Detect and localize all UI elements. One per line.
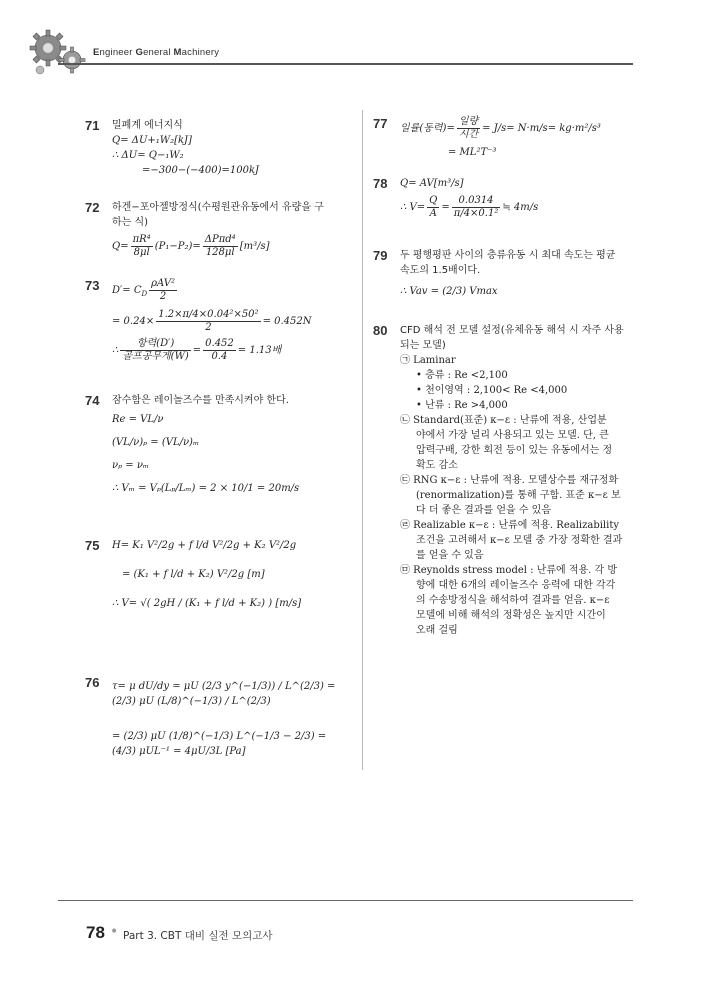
list-item-cont: (renormalization)를 통해 구함. 표준 κ−ε 보 [416, 490, 621, 501]
header-brand: Engineer General Machinery [93, 47, 220, 58]
list-item-cont: 향에 대한 6개의 레이놀즈수 응력에 대한 각각 [416, 580, 616, 591]
list-item: ㉡ Standard(표준) κ−ε : 난류에 적용, 산업분 [400, 415, 607, 426]
page-number: 78 [86, 923, 105, 942]
equation-line: Q= ΔU+₁W₂[kJ] [112, 135, 192, 146]
equation-line: =−300−(−400)=100kJ [142, 165, 260, 176]
equation-line: νₚ = νₘ [112, 460, 150, 471]
equation-line: = (2/3) μU (1/8)^(−1/3) L^(−1/3 − 2/3) = (4/3) μUL⁻¹ = 4μU/3L [Pa] [112, 731, 327, 757]
equation-line: ∴ V= $\frac{Q}{A}$ = $\frac{0.0314}{\text{π/4×0.1²}}$ ≒ 4m/s [400, 195, 539, 219]
list-item: ㉣ Realizable κ−ε : 난류에 적용. Realizability [400, 520, 619, 531]
list-item: ㉢ RNG κ−ε : 난류에 적용. 모델상수를 재규정화 [400, 475, 619, 486]
equation-line: τ= μ dU/dy = μU (2/3 y^(−1/3)) / L^(2/3) = (2/3) μU (L/8)^(−1/3) / L^(2/3) [112, 681, 336, 707]
question-title-cont: 되는 모델) [400, 340, 446, 351]
header-rule [58, 63, 633, 65]
equation-line: Q= $\frac{\text{πR⁴}}{8\mu l}$ (P₁−P₂)= $\frac{\text{ΔPπd⁴}}{128\mu l}$ [m³/s] [112, 234, 270, 258]
equation-line: = ML²T⁻³ [448, 147, 497, 158]
equation-line: Q= AV[m³/s] [400, 178, 464, 189]
footer-bullet: • [110, 924, 119, 940]
question-title-cont: 하는 식) [112, 217, 149, 228]
question-number: 71 [85, 118, 100, 133]
equation-line: (VL/ν)ₚ = (VL/ν)ₘ [112, 437, 200, 448]
equation-line: = (K₁ + f l/d + K₂) V²/2g [m] [122, 569, 265, 580]
equation-line: 일률(동력)= $\frac{\text{일량}}{\text{시간}}$ = J/s= N·m/s= kg·m²/s³ [400, 116, 601, 140]
question-text: 속도의 1.5배이다. [400, 265, 481, 276]
question-title: 밀폐계 에너지식 [112, 120, 183, 131]
equation-line: Re = VL/ν [112, 414, 164, 425]
question-number: 76 [85, 675, 100, 690]
equation-line: ∴ Vₘ = Vₚ(Lₚ/Lₘ) = 2 × 10/1 = 20m/s [112, 483, 300, 494]
question-number: 80 [373, 323, 388, 338]
question-number: 79 [373, 248, 388, 263]
question-title: 하겐−포아젤방정식(수평원관유동에서 유량을 구 [112, 202, 324, 213]
question-number: 78 [373, 176, 388, 191]
list-item-cont: 다 더 좋은 결과를 얻을 수 있음 [416, 505, 551, 516]
equation-line: ∴ V= √( 2gH / (K₁ + f l/d + K₂) ) [m/s] [112, 598, 302, 609]
list-item: • 난류 : Re >4,000 [416, 400, 508, 411]
list-item: • 천이영역 : 2,100< Re <4,000 [416, 385, 568, 396]
question-number: 72 [85, 200, 100, 215]
question-text: 두 평행평판 사이의 층류유동 시 최대 속도는 평균 [400, 250, 616, 261]
footer-title: Part 3. CBT 대비 실전 모의고사 [123, 930, 273, 942]
question-number: 75 [85, 538, 100, 553]
question-number: 74 [85, 393, 100, 408]
list-item-cont: 모델에 비해 해석의 정확성은 높지만 시간이 [416, 610, 606, 621]
equation-line: ∴ ΔU= Q−₁W₂ [112, 150, 184, 161]
list-item: ㉠ Laminar [400, 355, 456, 366]
question-title: CFD 해석 전 모델 설정(유체유동 해석 시 자주 사용 [400, 325, 624, 336]
list-item-cont: 압력구배, 강한 회전 등이 있는 유동에서는 정 [416, 445, 613, 456]
list-item-cont: 의 수송방정식을 해석하여 결과를 얻음. κ−ε [416, 595, 610, 606]
list-item-cont: 확도 감소 [416, 460, 458, 471]
question-number: 77 [373, 116, 388, 131]
list-item-cont: 조건을 고려해서 κ−ε 모델 중 가장 정확한 결과 [416, 535, 623, 546]
page-header [0, 0, 718, 90]
equation-line: H= K₁ V²/2g + f l/d V²/2g + K₂ V²/2g [112, 540, 297, 551]
list-item: ㉤ Reynolds stress model : 난류에 적용. 각 방 [400, 565, 618, 576]
gear-logo-icon [28, 28, 90, 78]
question-number: 73 [85, 278, 100, 293]
question-title: 잠수함은 레이놀즈수를 만족시켜야 한다. [112, 395, 289, 406]
equation-line: ∴ Vav = (2/3) Vmax [400, 286, 498, 297]
list-item-cont: 를 얻을 수 있음 [416, 550, 484, 561]
list-item: • 층류 : Re <2,100 [416, 370, 508, 381]
equation-line: $D'= C_D$ $\frac{\text{ρAV²}}{2}$ [112, 278, 175, 302]
footer-rule [58, 900, 633, 901]
list-item-cont: 야에서 가장 널리 사용되고 있는 모델. 단, 큰 [416, 430, 609, 441]
column-divider [362, 110, 363, 770]
list-item-cont: 오래 걸림 [416, 625, 458, 636]
equation-line: = 0.24× $\frac{\text{1.2×π/4×0.04²×50²}}{2}$ = 0.452N [112, 309, 312, 333]
equation-line: ∴ $\frac{\text{항력(D′)}}{\text{골프공무게(W)}}$ = $\frac{0.452}{0.4}$ = 1.13배 [112, 338, 282, 362]
